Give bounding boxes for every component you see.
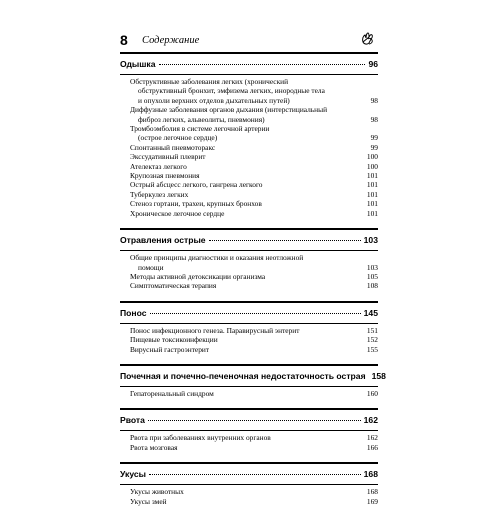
toc-section	[120, 52, 378, 218]
toc-entry[interactable]	[120, 209, 378, 218]
entry-page-number: 101	[366, 180, 378, 190]
section-title: Рвота	[120, 415, 145, 426]
section-entries	[120, 74, 378, 218]
toc-entry[interactable]	[120, 253, 378, 272]
section-entries	[120, 323, 378, 354]
section-page-number: 145	[363, 307, 378, 318]
toc-section	[120, 408, 378, 452]
toc-entry[interactable]	[120, 171, 378, 180]
section-page-number: 96	[368, 59, 378, 69]
section-title: Одышка	[120, 59, 156, 69]
toc-entry[interactable]	[120, 497, 378, 506]
entry-text-line: Острый абсцесс легкого, гангрена легкого	[130, 180, 263, 190]
section-heading[interactable]	[120, 235, 378, 246]
section-page-number: 158	[371, 370, 386, 381]
section-page-number: 162	[363, 415, 378, 426]
toc-entry[interactable]	[120, 124, 378, 143]
toc-entry[interactable]	[120, 143, 378, 152]
toc-entry[interactable]	[120, 105, 378, 124]
dot-leader	[150, 313, 361, 314]
entry-text-line: Спонтанный пневмоторакс	[130, 142, 216, 152]
entry-page-number: 166	[366, 442, 378, 452]
table-of-contents	[120, 52, 386, 516]
entry-text-line: и опухоли верхних отделов дыхательных путей)	[138, 95, 290, 105]
section-page-number: 168	[363, 469, 378, 480]
entry-page-number: 98	[370, 114, 378, 124]
toc-entry[interactable]	[120, 77, 378, 105]
entry-text-line: Рвота при заболеваниях внутренних органов	[130, 433, 271, 443]
entry-text-line: Диффузные заболевания органов дыхания (интерстициальный	[130, 105, 328, 115]
entry-text-line: Методы активной детоксикации организма	[130, 271, 266, 281]
entry-text-line: Вирусный гастроэнтерит	[130, 344, 210, 354]
entry-text-line: Стеноз гортани, трахеи, крупных бронхов	[130, 199, 262, 209]
entry-page-number: 99	[370, 133, 378, 143]
entry-page-number: 98	[370, 95, 378, 105]
entry-text-line: Экссудативный плеврит	[130, 152, 206, 162]
section-title: Понос	[120, 307, 147, 318]
entry-text-line: фиброз легких, альвеолиты, пневмония)	[138, 114, 265, 124]
entry-page-number: 155	[366, 344, 378, 354]
toc-entry[interactable]	[120, 335, 378, 344]
entry-page-number: 101	[366, 171, 378, 181]
toc-entry[interactable]	[120, 281, 378, 290]
dot-leader	[159, 64, 366, 65]
entry-page-number: 108	[366, 281, 378, 291]
toc-entry[interactable]	[120, 199, 378, 208]
entry-text-line: Укусы животных	[130, 487, 184, 497]
section-page-number: 103	[363, 235, 378, 246]
toc-section	[120, 228, 378, 291]
toc-entry[interactable]	[120, 345, 378, 354]
entry-text-line: Крупозная пневмония	[130, 171, 200, 181]
entry-page-number: 168	[366, 487, 378, 497]
entry-page-number: 100	[366, 161, 378, 171]
section-title: Почечная и почечно-печеночная недостаточность острая	[120, 370, 366, 381]
toc-entry[interactable]	[120, 443, 378, 452]
toc-entry[interactable]	[120, 389, 378, 398]
section-entries	[120, 484, 378, 506]
toc-entry[interactable]	[120, 272, 378, 281]
entry-text-line: Гепаторенальный синдром	[130, 388, 214, 398]
entry-text-line: Понос инфекционного генеза. Паравирусный энтерит	[130, 325, 300, 335]
section-title: Укусы	[120, 469, 147, 480]
dot-leader	[209, 240, 361, 241]
entry-page-number: 99	[370, 142, 378, 152]
entry-page-number: 152	[366, 335, 378, 345]
entry-text-line: Симптоматическая терапия	[130, 281, 217, 291]
section-heading[interactable]	[120, 370, 386, 382]
section-title: Отравления острые	[120, 235, 206, 246]
entry-page-number: 160	[366, 388, 378, 398]
entry-page-number: 169	[366, 496, 378, 506]
entry-text-line: Укусы змей	[130, 496, 167, 506]
toc-entry[interactable]	[120, 180, 378, 189]
entry-page-number: 100	[366, 152, 378, 162]
entry-text-line: Рвота мозговая	[130, 442, 178, 452]
entry-page-number: 103	[366, 262, 378, 272]
entry-text-line: Обструктивные заболевания легких (хронический	[130, 77, 289, 86]
toc-entry[interactable]	[120, 162, 378, 171]
entry-text-line: Хроническое легочное сердце	[130, 208, 225, 218]
toc-entry[interactable]	[120, 433, 378, 442]
entry-page-number: 101	[366, 208, 378, 218]
page-header	[120, 30, 378, 52]
toc-section	[120, 462, 378, 506]
entry-page-number: 101	[366, 189, 378, 199]
entry-text-line: Туберкулез легких	[130, 189, 189, 199]
toc-entry[interactable]	[120, 190, 378, 199]
entry-text-line: Тромбоэмболия в системе легочной артерии	[130, 124, 270, 134]
entry-page-number: 101	[366, 199, 378, 209]
entry-text-line: Ателектаз легкого	[130, 161, 187, 171]
hands-logo-icon	[360, 30, 376, 46]
section-heading[interactable]	[120, 469, 378, 480]
toc-entry[interactable]	[120, 326, 378, 335]
section-entries	[120, 250, 378, 291]
dot-leader	[148, 420, 361, 421]
page-number: 8	[120, 32, 128, 48]
entry-text-line: (острое легочное сердце)	[138, 133, 218, 143]
running-title: Содержание	[142, 35, 200, 46]
entry-text-line: обструктивный бронхит, эмфизема легких, инородные тела	[138, 86, 325, 96]
entry-page-number: 105	[366, 271, 378, 281]
section-entries	[120, 430, 378, 452]
toc-section	[120, 364, 386, 398]
dot-leader	[149, 474, 361, 475]
entry-text-line: Пищевые токсикоинфекции	[130, 335, 218, 345]
toc-section	[120, 301, 378, 354]
entry-text-line: помощи	[138, 262, 164, 272]
toc-entry[interactable]	[120, 487, 378, 496]
entry-page-number: 151	[366, 325, 378, 335]
section-heading[interactable]	[120, 308, 378, 319]
entry-text-line: Общие принципы диагностики и оказания неотложной	[130, 253, 304, 263]
section-heading[interactable]	[120, 59, 378, 70]
entry-page-number: 162	[366, 433, 378, 443]
section-entries	[120, 386, 378, 398]
toc-entry[interactable]	[120, 152, 378, 161]
section-heading[interactable]	[120, 415, 378, 426]
